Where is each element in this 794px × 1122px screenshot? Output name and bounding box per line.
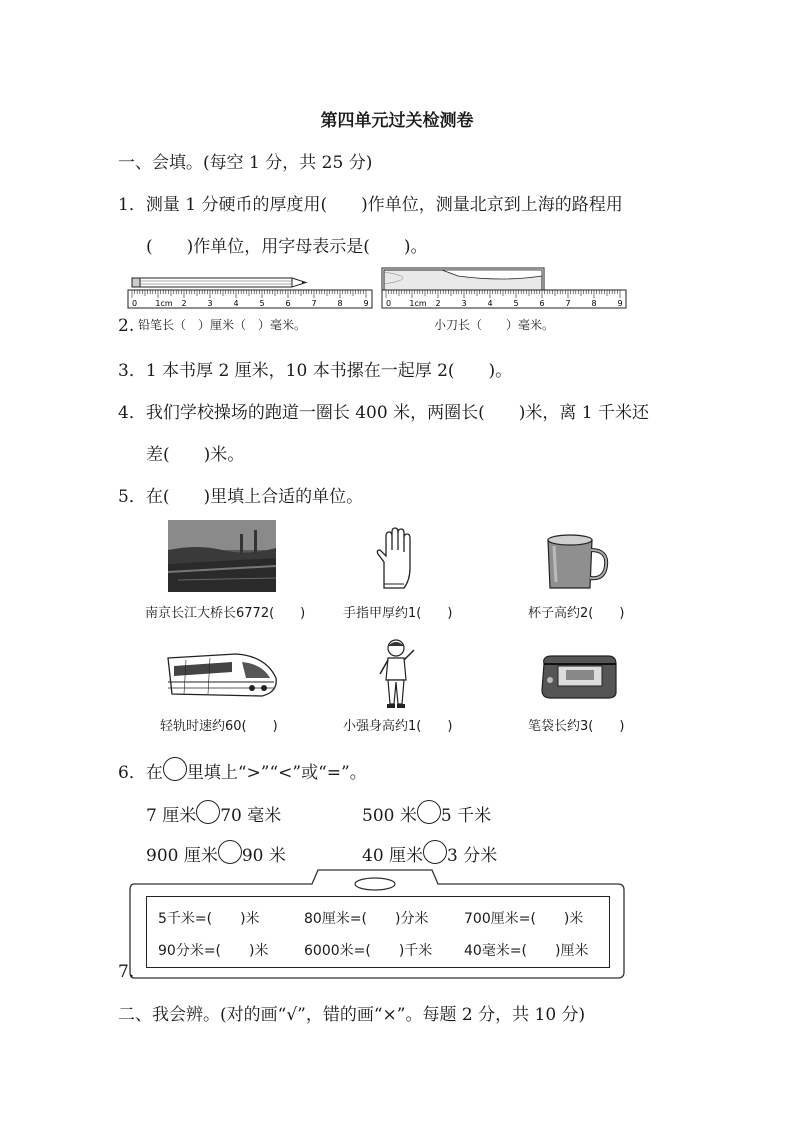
question-6-instruction	[118, 758, 367, 783]
ruler-label: 5	[259, 299, 265, 308]
page-title: 第四单元过关检测卷	[320, 111, 474, 131]
pencil-ruler-figure	[128, 268, 378, 312]
conversion-cell: 80厘米=( )分米	[304, 911, 429, 927]
question-3: 3．1 本书厚 2 厘米，10 本书摞在一起厚 2( )。	[118, 361, 513, 381]
question-1-line-1: 1．测量 1 分硬币的厚度用( )作单位，测量北京到上海的路程用	[118, 195, 623, 215]
compare-right: 5 千米	[440, 806, 492, 826]
cup-caption: 杯子高约2( )	[528, 606, 625, 621]
knife-caption: 小刀长（ ）毫米。	[434, 318, 555, 332]
question-2-number: 2.	[118, 316, 135, 336]
ruler-label: 6	[285, 299, 291, 308]
compare-left: 40 厘米	[362, 846, 424, 866]
pencil-case-caption: 笔袋长约3( )	[528, 719, 625, 734]
compare-item-3	[146, 840, 286, 866]
answer-circle-icon	[163, 757, 187, 781]
ruler-label: 8	[591, 299, 597, 308]
ruler-label: 9	[363, 299, 369, 308]
compare-left: 7 厘米	[146, 806, 197, 826]
compare-item-2	[362, 800, 491, 826]
question-1-line-2: ( )作单位，用字母表示是( )。	[146, 237, 428, 257]
section-1-heading: 一、会填。(每空 1 分，共 25 分)	[118, 153, 373, 173]
pencil-icon	[132, 278, 306, 287]
bubble-icon	[355, 878, 395, 890]
ruler-label: 3	[461, 299, 467, 308]
question-4-line-2: 差( )米。	[146, 445, 245, 465]
ruler-label: 0	[386, 299, 392, 308]
cup-icon	[544, 532, 612, 592]
conversion-cell: 700厘米=( )米	[464, 911, 584, 927]
ruler-label: 1cm	[409, 299, 427, 308]
question-7-number: 7.	[118, 962, 135, 982]
ruler-label: 6	[539, 299, 545, 308]
train-caption: 轻轨时速约60( )	[160, 719, 278, 734]
question-6-post: 里填上“>”“<”或“=”。	[186, 763, 367, 783]
section-2-heading: 二、我会辨。(对的画“√”，错的画“×”。每题 2 分，共 10 分)	[118, 1005, 586, 1025]
conversion-cell: 40毫米=( )厘米	[464, 943, 589, 959]
ruler-label: 3	[207, 299, 213, 308]
compare-circle[interactable]	[196, 800, 220, 824]
ruler-label: 8	[337, 299, 343, 308]
ruler-label: 2	[181, 299, 187, 308]
bridge-photo	[168, 520, 276, 592]
ruler-icon	[382, 290, 626, 308]
ruler-label: 4	[487, 299, 493, 308]
boy-icon	[378, 638, 418, 710]
ruler-label: 9	[617, 299, 623, 308]
compare-right: 90 米	[241, 846, 286, 866]
conversion-cell: 90分米=( )米	[158, 943, 269, 959]
conversion-cell: 5千米=( )米	[158, 911, 260, 927]
question-6-pre: 6．在	[118, 763, 163, 783]
compare-circle[interactable]	[218, 840, 242, 864]
ruler-label: 5	[513, 299, 519, 308]
train-icon	[166, 648, 280, 704]
ruler-label: 1cm	[155, 299, 173, 308]
ruler-label: 0	[132, 299, 138, 308]
bridge-caption: 南京长江大桥长6772( )	[145, 606, 306, 621]
pencil-caption: 铅笔长（ ）厘米（ ）毫米。	[138, 318, 307, 332]
fingernail-caption: 手指甲厚约1( )	[343, 606, 453, 621]
ruler-icon	[128, 290, 372, 308]
conversion-cell: 6000米=( )千米	[304, 943, 433, 959]
ruler-label: 7	[311, 299, 317, 308]
compare-left: 900 厘米	[146, 846, 218, 866]
compare-right: 70 毫米	[220, 806, 282, 826]
ruler-label: 7	[565, 299, 571, 308]
ruler-label: 4	[233, 299, 239, 308]
ruler-label: 2	[435, 299, 441, 308]
compare-left: 500 米	[362, 806, 417, 826]
compare-item-1	[146, 800, 281, 826]
question-5: 5．在( )里填上合适的单位。	[118, 487, 364, 507]
compare-circle[interactable]	[423, 840, 447, 864]
question-4-line-1: 4．我们学校操场的跑道一圈长 400 米，两圈长( )米，离 1 千米还	[118, 403, 649, 423]
knife-icon	[382, 268, 544, 290]
compare-item-4	[362, 840, 497, 866]
compare-right: 3 分米	[447, 846, 498, 866]
pencil-case-icon	[538, 654, 620, 700]
knife-ruler-figure	[382, 268, 632, 312]
hand-icon	[374, 528, 420, 590]
boy-height-caption: 小强身高约1( )	[343, 719, 453, 734]
compare-circle[interactable]	[417, 800, 441, 824]
